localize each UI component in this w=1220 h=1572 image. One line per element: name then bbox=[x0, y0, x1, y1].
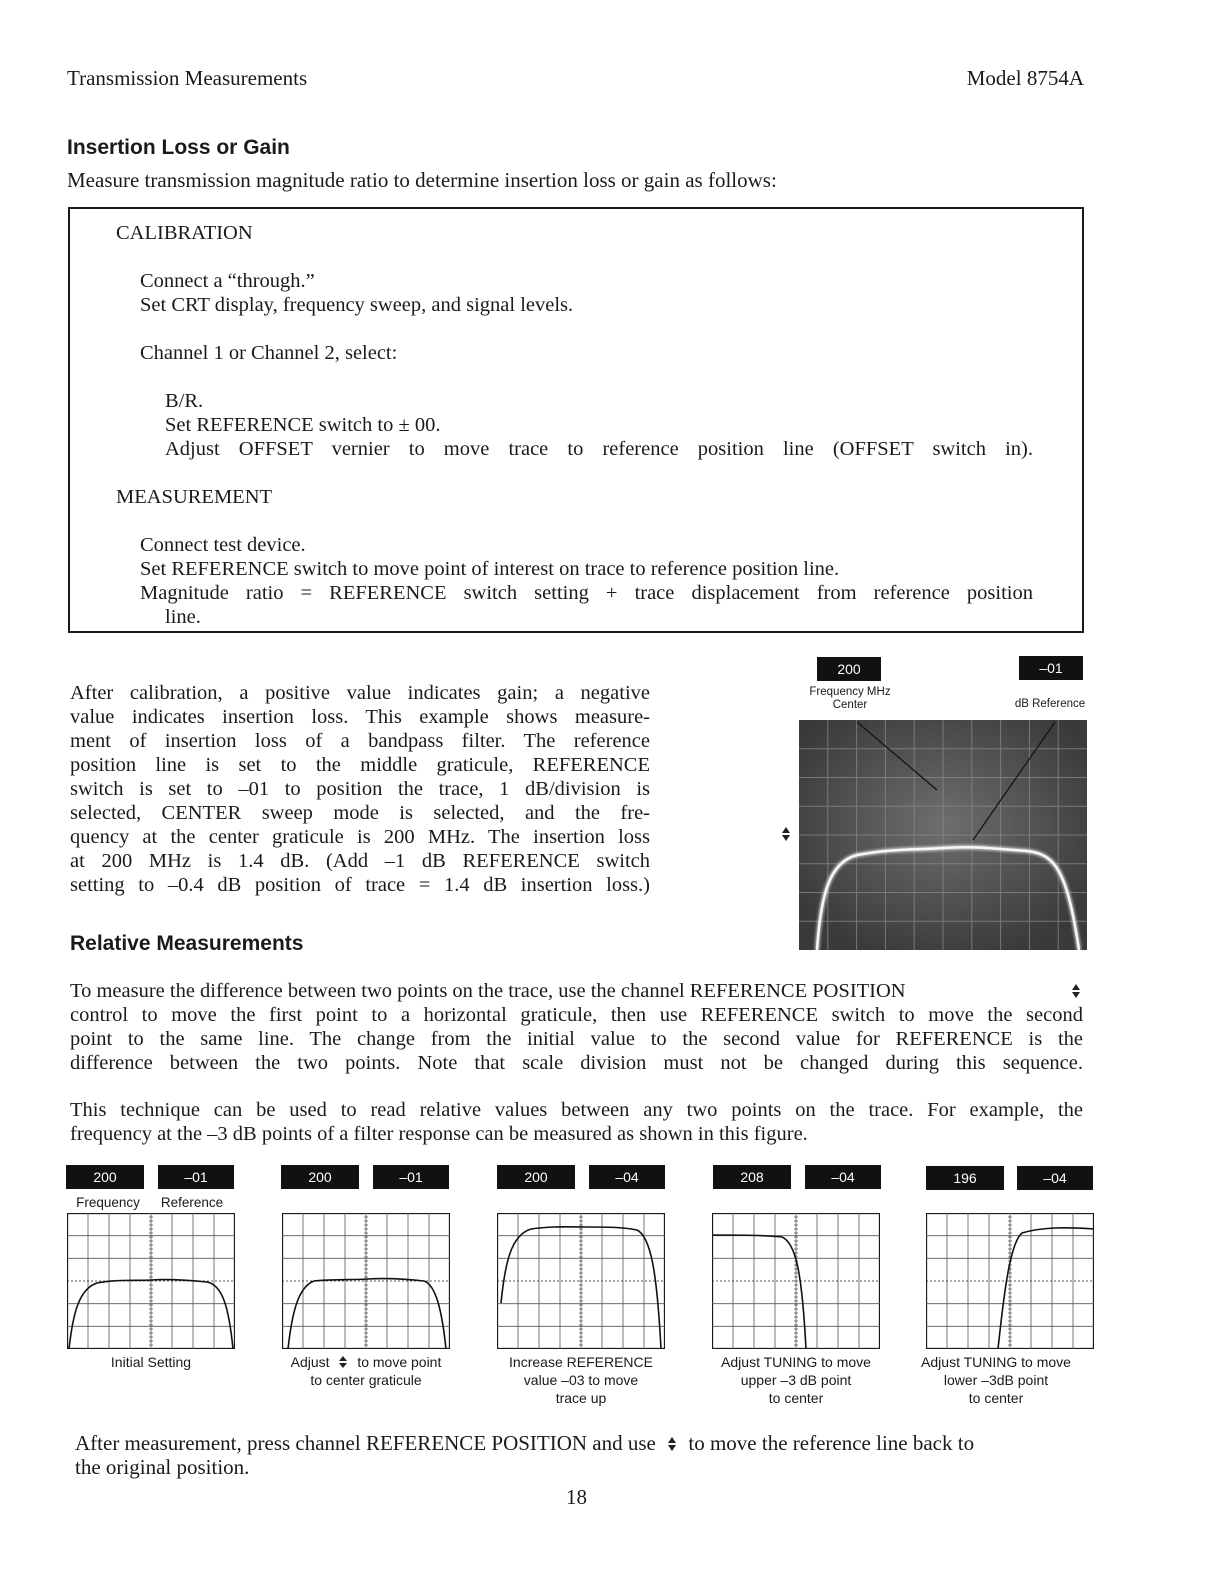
measurement-title: MEASUREMENT bbox=[116, 486, 273, 508]
reference-position-icon bbox=[339, 1356, 347, 1368]
panel-5-caption-line3: to center bbox=[968, 1390, 1024, 1406]
cal-substep-br: B/R. bbox=[165, 390, 204, 412]
meas-step-connect: Connect test device. bbox=[140, 534, 306, 556]
relative-paragraph-2 bbox=[70, 1098, 1083, 1146]
panel-5-caption bbox=[896, 1353, 1096, 1407]
example-line: value indicates insertion loss. This example shows measure- bbox=[70, 706, 650, 728]
reference-position-icon bbox=[1071, 983, 1081, 999]
panel-2-reference-readout: –01 bbox=[373, 1165, 449, 1189]
relative-p2-line: frequency at the –3 dB points of a filter response can be measured as shown in this figure. bbox=[70, 1123, 808, 1145]
panel-3-graticule bbox=[497, 1213, 665, 1349]
relative-p1-line: difference between the two points. Note that scale division must not be changed during this sequence. bbox=[70, 1052, 1083, 1074]
panel-2-caption-tomove: to move point bbox=[357, 1354, 442, 1370]
cal-substep-reference: Set REFERENCE switch to ± 00. bbox=[165, 414, 441, 436]
crt-frequency-readout: 200 bbox=[817, 657, 881, 681]
example-paragraph bbox=[70, 681, 650, 897]
panel-2-frequency-readout: 200 bbox=[281, 1165, 359, 1189]
panel-2-graticule bbox=[282, 1213, 450, 1349]
section-heading-insertion: Insertion Loss or Gain bbox=[67, 136, 290, 159]
relative-paragraph-1 bbox=[70, 979, 1083, 1075]
reference-position-icon bbox=[776, 826, 796, 847]
panel-2-caption-line2: to center graticule bbox=[310, 1372, 422, 1388]
panel-3-caption-line3: trace up bbox=[555, 1390, 607, 1406]
example-line: After calibration, a positive value indicates gain; a negative bbox=[70, 682, 650, 704]
cal-step-connect: Connect a “through.” bbox=[140, 270, 315, 292]
relative-p1-line-with-icon bbox=[70, 979, 1083, 1003]
panel-5-reference-readout: –04 bbox=[1017, 1166, 1093, 1190]
closing-text-b: to move the reference line back to bbox=[688, 1431, 975, 1455]
reference-position-icon bbox=[667, 1436, 677, 1452]
relative-p1-line: control to move the first point to a horizontal graticule, then use REFERENCE switch to move the second bbox=[70, 1004, 1083, 1026]
panel-1-caption bbox=[51, 1353, 251, 1371]
panel-2-caption-adjust: Adjust bbox=[290, 1354, 330, 1370]
panel-5-graticule bbox=[926, 1213, 1094, 1349]
meas-step-ratio-cont: line. bbox=[165, 606, 201, 628]
panel-4-caption bbox=[696, 1353, 896, 1407]
cal-step-display: Set CRT display, frequency sweep, and signal levels. bbox=[140, 294, 574, 316]
relative-p2-line: This technique can be used to read relative values between any two points on the trace. For example, the bbox=[70, 1099, 1083, 1121]
crt-photo bbox=[797, 690, 1089, 952]
page-number: 18 bbox=[566, 1485, 587, 1509]
panel-4-frequency-readout: 208 bbox=[713, 1165, 791, 1189]
closing-paragraph-line2: the original position. bbox=[75, 1455, 250, 1479]
crt-frequency-label-line1: Frequency MHz bbox=[809, 686, 891, 698]
example-line: ment of insertion loss of a bandpass filter. The reference bbox=[70, 730, 650, 752]
panel-3-frequency-readout: 200 bbox=[497, 1165, 575, 1189]
panel-1-caption-line1: Initial Setting bbox=[110, 1354, 192, 1370]
section-heading-relative: Relative Measurements bbox=[70, 932, 304, 955]
panel-1-frequency-readout: 200 bbox=[66, 1165, 144, 1189]
meas-step-reference: Set REFERENCE switch to move point of interest on trace to reference position line. bbox=[140, 558, 840, 580]
example-line: selected, CENTER sweep mode is selected, and the fre- bbox=[70, 802, 650, 824]
running-header-title: Transmission Measurements bbox=[67, 66, 308, 90]
panel-4-reference-readout: –04 bbox=[805, 1165, 881, 1189]
example-line: quency at the center graticule is 200 MHz. The insertion loss bbox=[70, 826, 650, 848]
crt-frequency-label-line2: Center bbox=[832, 699, 868, 711]
panel-3-reference-readout: –04 bbox=[589, 1165, 665, 1189]
panel-3-caption bbox=[481, 1353, 681, 1407]
example-line: setting to –0.4 dB position of trace = 1.4 dB insertion loss.) bbox=[70, 874, 650, 896]
running-header-model: Model 8754A bbox=[966, 66, 1084, 90]
example-line: position line is set to the middle graticule, REFERENCE bbox=[70, 754, 650, 776]
calibration-title: CALIBRATION bbox=[116, 222, 253, 244]
panel-2-caption-line1 bbox=[266, 1353, 466, 1371]
panel-1-reference-readout: –01 bbox=[158, 1165, 234, 1189]
meas-step-ratio: Magnitude ratio = REFERENCE switch setting + trace displacement from reference position bbox=[140, 582, 1033, 604]
crt-reference-readout: –01 bbox=[1019, 656, 1083, 680]
crt-reference-label: dB Reference bbox=[1014, 698, 1086, 710]
example-line: switch is set to –01 to position the trace, 1 dB/division is bbox=[70, 778, 650, 800]
relative-p1-line: point to the same line. The change from the initial value to the second value for REFERENCE is the bbox=[70, 1028, 1083, 1050]
insertion-intro: Measure transmission magnitude ratio to determine insertion loss or gain as follows: bbox=[67, 168, 777, 192]
cal-substep-offset: Adjust OFFSET vernier to move trace to reference position line (OFFSET switch in). bbox=[165, 438, 1033, 460]
panel-1-graticule bbox=[67, 1213, 235, 1349]
panel-2-caption bbox=[266, 1353, 466, 1389]
panel-4-caption-line1: Adjust TUNING to move bbox=[721, 1354, 871, 1370]
panel-1-frequency-label: Frequency bbox=[76, 1195, 140, 1210]
panel-5-caption-line2: lower –3dB point bbox=[943, 1372, 1049, 1388]
closing-text-a: After measurement, press channel REFERENCE POSITION and use bbox=[75, 1431, 656, 1455]
panel-3-caption-line2: value –03 to move bbox=[523, 1372, 639, 1388]
panel-4-caption-line3: to center bbox=[768, 1390, 824, 1406]
example-line: at 200 MHz is 1.4 dB. (Add –1 dB REFERENCE switch bbox=[70, 850, 650, 872]
cal-step-channel: Channel 1 or Channel 2, select: bbox=[140, 342, 398, 364]
panel-4-caption-line2: upper –3 dB point bbox=[740, 1372, 852, 1388]
panel-1-reference-label: Reference bbox=[160, 1195, 224, 1210]
relative-p1-line: To measure the difference between two points on the trace, use the channel REFERENCE POSITION bbox=[70, 980, 906, 1002]
panel-4-graticule bbox=[712, 1213, 880, 1349]
panel-5-caption-line1: Adjust TUNING to move bbox=[921, 1354, 1071, 1370]
panel-3-caption-line1: Increase REFERENCE bbox=[509, 1354, 653, 1370]
panel-5-frequency-readout: 196 bbox=[926, 1166, 1004, 1190]
closing-paragraph-line1 bbox=[75, 1431, 974, 1455]
